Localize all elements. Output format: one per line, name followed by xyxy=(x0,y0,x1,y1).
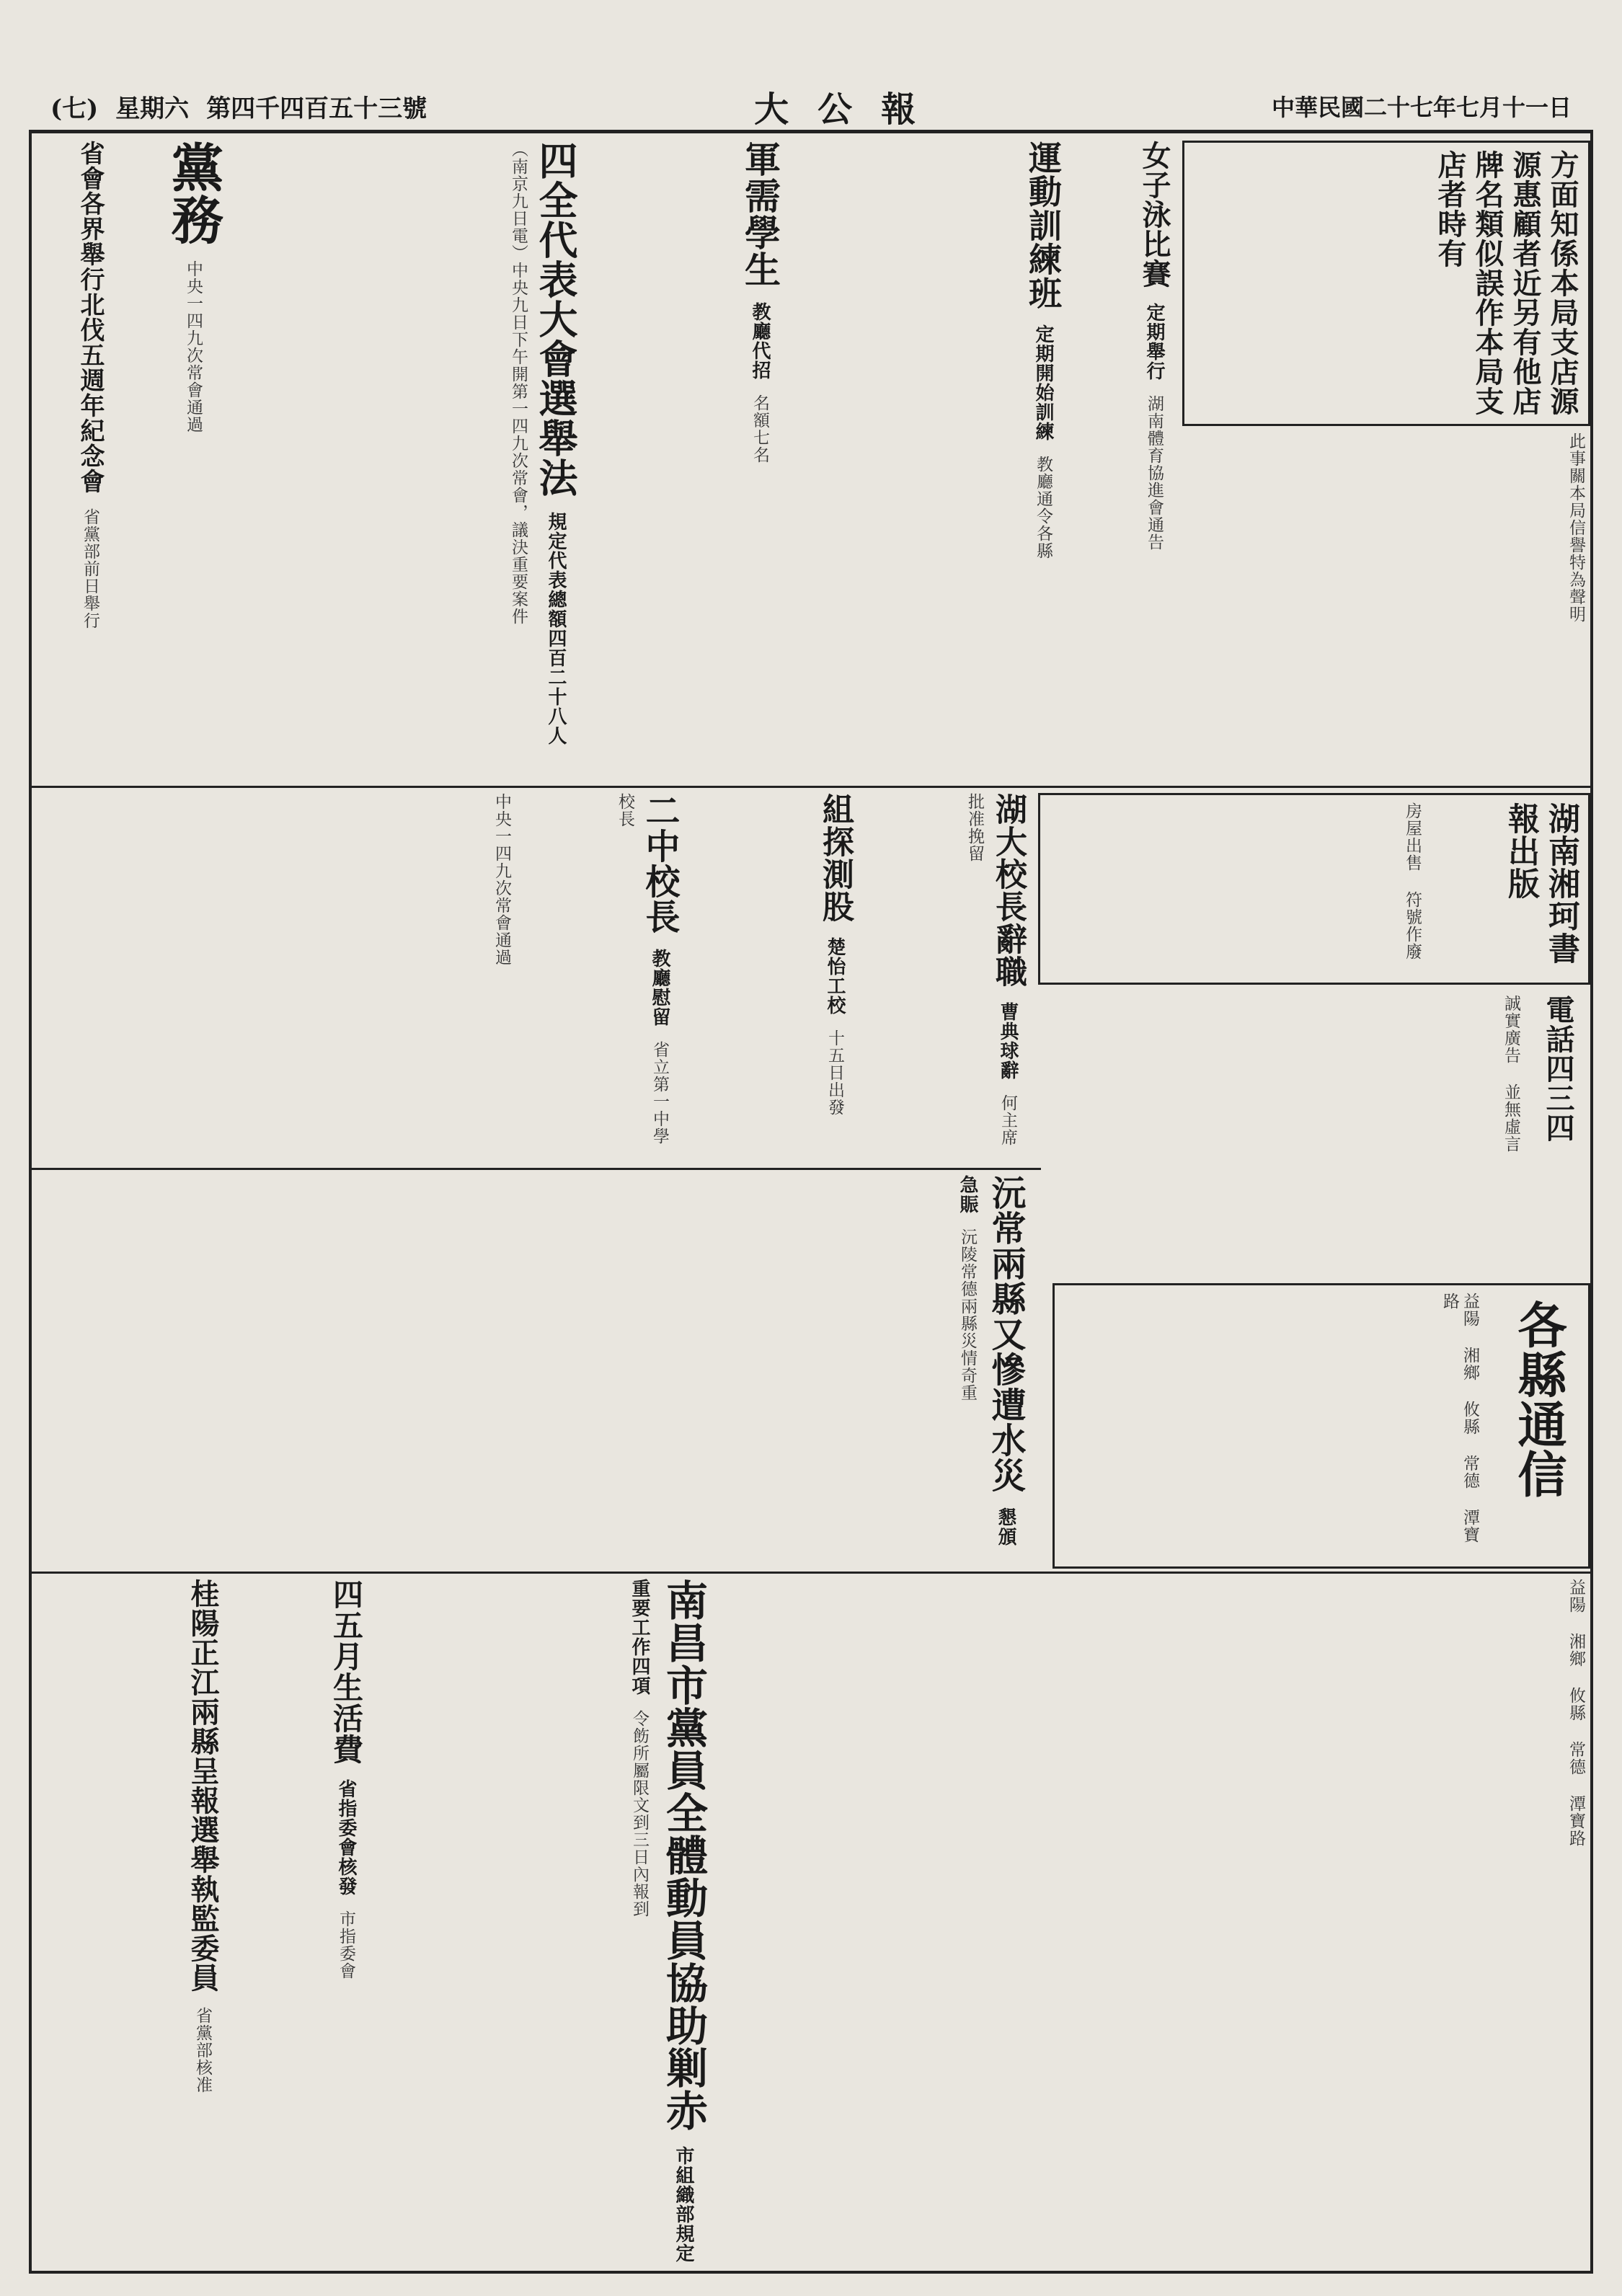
article-living xyxy=(231,1579,368,2264)
right-rule xyxy=(1590,130,1593,2274)
article-memorial-body: 省黨部前日舉行 xyxy=(81,508,99,629)
article-living-title: 四五月生活費 xyxy=(329,1579,364,1765)
article-resign xyxy=(865,793,1031,1161)
article-election xyxy=(36,1579,223,2264)
article-congress-sub: 規定代表總額四百二十八人 xyxy=(545,512,567,745)
page-number: (七) xyxy=(50,94,99,123)
ad-phone-body: 誠實廣告 並無虛言 xyxy=(1502,995,1520,1153)
article-resign-body: 何主席批准挽留 xyxy=(965,793,1017,1146)
article-military xyxy=(591,141,786,775)
article-military-title: 軍需學生 xyxy=(739,141,781,288)
section-rule-1 xyxy=(32,786,1590,788)
article-congress-title: 四全代表大會選舉法 xyxy=(533,141,579,497)
article-flood-body: 沅陵常德兩縣災情奇重 xyxy=(958,1228,977,1401)
article-nanchang-body: 令飭所屬限文到三日內報到 xyxy=(630,1710,649,1918)
article-military-body: 名額七名 xyxy=(750,394,769,464)
article-memorial xyxy=(36,141,108,775)
article-election-body: 省黨部核准 xyxy=(193,2007,212,2093)
counties-body: 益陽 湘鄉 攸縣 常德 潭寶路 xyxy=(1440,1293,1479,1543)
article-principal-body: 省立第一中學校長 xyxy=(616,793,669,1145)
newspaper-title: 大公報 xyxy=(754,89,945,130)
article-election-title: 桂陽正江兩縣呈報選舉執監委員 xyxy=(186,1579,220,1993)
masthead xyxy=(50,85,1572,130)
ad-sale-title: 湖南湘珂書報出版 xyxy=(1502,802,1579,965)
article-survey-title: 組探測股 xyxy=(817,793,854,923)
counties-title: 各縣通信 xyxy=(1510,1300,1567,1499)
article-girls-title: 女子泳比賽 xyxy=(1138,141,1171,288)
article-military-sub: 教廳代招 xyxy=(749,302,771,380)
article-party-body: 中央一四九次常會通過 xyxy=(184,260,203,433)
article-editorial: 中央一四九次常會通過 xyxy=(492,793,511,966)
county-news-columns: 益陽 湘鄉 攸縣 常德 潭寶路 xyxy=(1566,1579,1585,1847)
issue-date: 中華民國二十七年七月十一日 xyxy=(1271,94,1572,121)
article-survey-sub: 楚怡工校 xyxy=(824,937,846,1015)
article-resign-sub: 曹典球辭 xyxy=(997,1002,1019,1080)
ad-box-notice xyxy=(1182,141,1590,426)
weekday: 星期六 xyxy=(115,94,190,123)
section-rule-3 xyxy=(32,1572,1590,1574)
article-training-body: 教廳通令各縣 xyxy=(1034,456,1052,559)
counties-box xyxy=(1052,1283,1590,1569)
article-nanchang-title: 南昌市黨員全體動員協助剿赤 xyxy=(659,1579,708,2132)
article-survey-body: 十五日出發 xyxy=(825,1029,844,1116)
issue-number: 第四千四百五十三號 xyxy=(206,94,427,123)
article-resign-title: 湖大校長辭職 xyxy=(990,793,1027,988)
article-flood xyxy=(721,1175,1031,1564)
article-survey xyxy=(692,793,858,1161)
article-living-sub: 省指委會核發 xyxy=(335,1779,357,1896)
article-living-body: 市指委會 xyxy=(337,1910,355,1980)
article-girls-sub: 定期舉行 xyxy=(1143,303,1165,381)
article-congress-body: （南京九日電）中央九日下午開第一四九次常會，議決重要案件 xyxy=(509,141,528,625)
ad-box-sale xyxy=(1038,793,1590,985)
article-training-title: 運動訓練班 xyxy=(1024,141,1063,310)
article-congress xyxy=(238,141,584,775)
article-flood-title: 沅常兩縣又慘遭水災 xyxy=(985,1175,1026,1493)
ad-notice-body: 此事關本局信譽特為聲明 xyxy=(1566,433,1585,623)
article-principal-sub: 教廳慰留 xyxy=(649,949,670,1027)
bottom-rule xyxy=(29,2271,1593,2274)
ad-sale-body: 房屋出售 符號作廢 xyxy=(1403,802,1422,960)
left-rule xyxy=(29,130,32,2274)
article-party-title: 黨務 xyxy=(163,141,224,246)
ad-notice-title: 方面知係本局支店源源惠顧者近另有他店牌名類似誤作本局支店者時有 xyxy=(1433,150,1579,416)
article-training xyxy=(793,141,1067,775)
article-training-sub: 定期開始訓練 xyxy=(1032,324,1054,441)
article-nanchang-sub: 市組織部規定重要工作四項 xyxy=(629,1579,694,2263)
article-nanchang xyxy=(375,1579,714,2264)
article-principal xyxy=(519,793,685,1161)
article-flood-sub: 懇頒急賑 xyxy=(957,1175,1016,1546)
article-principal-title: 二中校長 xyxy=(639,793,680,934)
article-girls xyxy=(1074,141,1175,775)
article-memorial-title: 省會各界舉行北伐五週年紀念會 xyxy=(76,141,105,494)
ad-phone-title: 電話四三四 xyxy=(1541,995,1575,1143)
article-party xyxy=(115,141,231,775)
article-girls-body: 湖南體育協進會通告 xyxy=(1145,395,1164,551)
